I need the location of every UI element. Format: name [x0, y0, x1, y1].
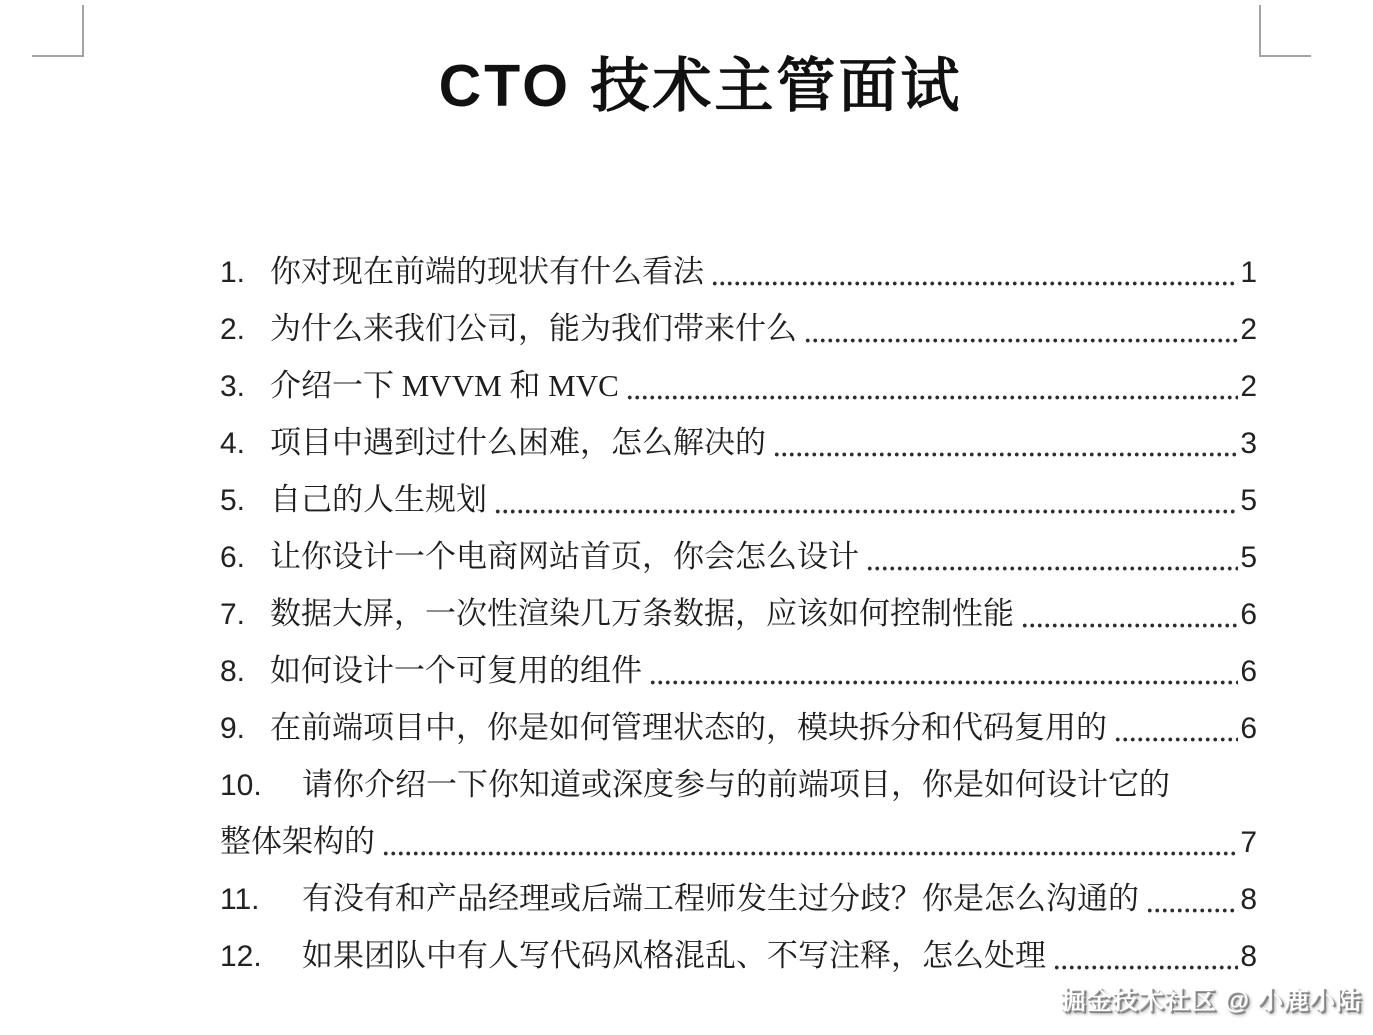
toc-item-number: 9. — [220, 712, 246, 745]
toc-item-number: 3. — [220, 370, 246, 403]
toc-row — [220, 528, 1257, 585]
table-of-contents — [220, 243, 1257, 984]
toc-item-text: 让你设计一个电商网站首页，你会怎么设计 — [270, 539, 859, 574]
toc-item-number: 12. — [220, 940, 262, 973]
toc-item-number: 5. — [220, 484, 246, 517]
dot-leader — [804, 338, 1238, 343]
toc-page-number: 8 — [1240, 883, 1257, 916]
toc-row — [220, 870, 1257, 927]
toc-row — [220, 357, 1257, 414]
dot-leader — [626, 395, 1239, 400]
toc-item-text: 自己的人生规划 — [270, 482, 487, 517]
dot-leader — [1021, 623, 1238, 628]
dot-leader — [1114, 737, 1238, 742]
toc-page-number: 6 — [1240, 655, 1257, 688]
toc-item-text: 为什么来我们公司，能为我们带来什么 — [270, 311, 797, 346]
watermark: 掘金技术社区 @ 小鹿小陆 — [1060, 987, 1362, 1015]
toc-page-number: 2 — [1240, 313, 1257, 346]
toc-item-number: 10. — [220, 769, 262, 802]
toc-page-number: 3 — [1240, 427, 1257, 460]
dot-leader — [1146, 908, 1238, 913]
toc-item-text: 数据大屏，一次性渲染几万条数据，应该如何控制性能 — [270, 596, 1014, 631]
toc-row — [220, 471, 1257, 528]
toc-row — [220, 756, 1257, 813]
toc-page-number: 6 — [1240, 598, 1257, 631]
toc-page-number: 7 — [1240, 826, 1257, 859]
toc-row — [220, 813, 1257, 870]
toc-page-number: 8 — [1240, 940, 1257, 973]
toc-item-text: 如果团队中有人写代码风格混乱、不写注释，怎么处理 — [302, 938, 1046, 973]
toc-item-number: 8. — [220, 655, 246, 688]
toc-page-number: 2 — [1240, 370, 1257, 403]
dot-leader — [711, 281, 1238, 286]
toc-row — [220, 699, 1257, 756]
toc-row — [220, 927, 1257, 984]
toc-item-number: 7. — [220, 598, 246, 631]
toc-item-number: 11. — [220, 883, 260, 916]
toc-page-number: 5 — [1240, 541, 1257, 574]
toc-item-text: 如何设计一个可复用的组件 — [270, 653, 642, 688]
toc-item-text: 有没有和产品经理或后端工程师发生过分歧？你是怎么沟通的 — [302, 881, 1139, 916]
toc-item-text: 在前端项目中，你是如何管理状态的，模块拆分和代码复用的 — [270, 710, 1107, 745]
toc-row — [220, 585, 1257, 642]
page-title: CTO 技术主管面试 — [438, 53, 963, 119]
toc-item-text: 你对现在前端的现状有什么看法 — [270, 254, 704, 289]
toc-page-number: 5 — [1240, 484, 1257, 517]
dot-leader — [773, 452, 1238, 457]
toc-item-number: 6. — [220, 541, 246, 574]
toc-item-number: 2. — [220, 313, 246, 346]
toc-item-text: 介绍一下 MVVM 和 MVC — [270, 368, 619, 403]
dot-leader — [866, 566, 1238, 571]
toc-item-text: 整体架构的 — [220, 824, 375, 859]
toc-item-number: 1. — [220, 256, 246, 289]
toc-item-text: 项目中遇到过什么困难，怎么解决的 — [270, 425, 766, 460]
toc-row — [220, 414, 1257, 471]
toc-row — [220, 243, 1257, 300]
dot-leader — [494, 509, 1238, 514]
dot-leader — [382, 851, 1238, 856]
toc-item-text: 请你介绍一下你知道或深度参与的前端项目，你是如何设计它的 — [302, 767, 1170, 802]
toc-item-number: 4. — [220, 427, 246, 460]
dot-leader — [1053, 965, 1238, 970]
toc-page-number: 1 — [1240, 256, 1257, 289]
toc-row — [220, 300, 1257, 357]
toc-row — [220, 642, 1257, 699]
dot-leader — [649, 680, 1238, 685]
toc-page-number: 6 — [1240, 712, 1257, 745]
